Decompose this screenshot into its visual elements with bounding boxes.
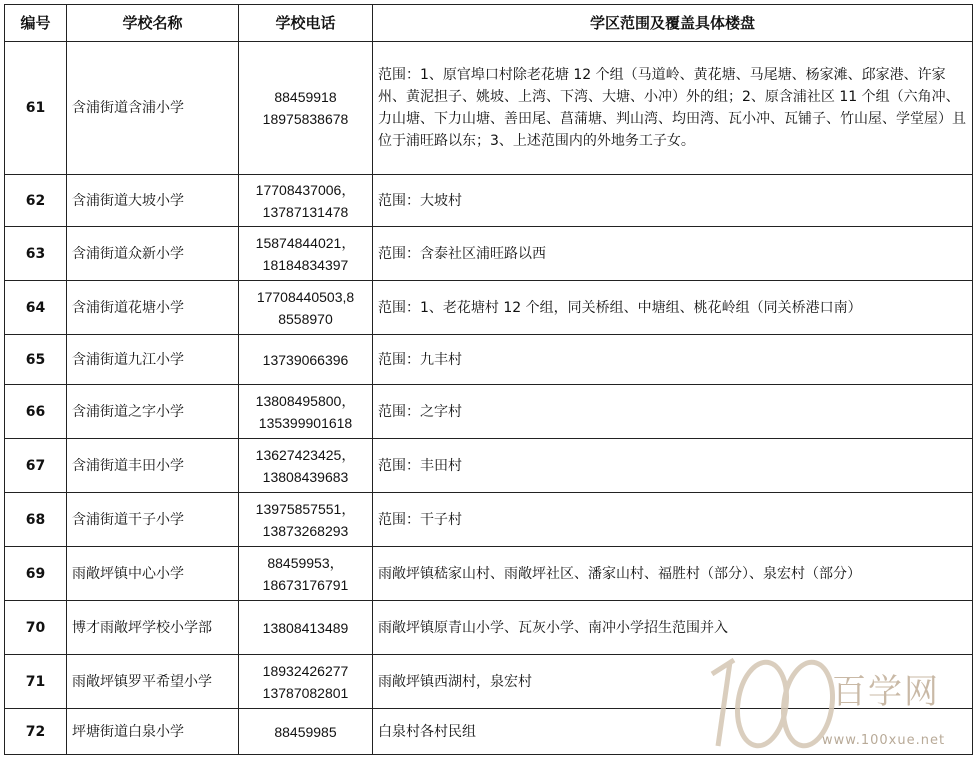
row-scope: 范围：干子村 — [373, 493, 973, 547]
header-school-name: 学校名称 — [67, 5, 239, 42]
header-district-scope: 学区范围及覆盖具体楼盘 — [373, 5, 973, 42]
table-row — [5, 439, 973, 493]
row-school-name: 含浦街道丰田小学 — [67, 439, 239, 493]
row-scope: 雨敞坪镇嵇家山村、雨敞坪社区、潘家山村、福胜村（部分）、泉宏村（部分） — [373, 547, 973, 601]
table-row — [5, 493, 973, 547]
watermark-url: www.100xue.net — [822, 733, 946, 748]
table-row — [5, 335, 973, 385]
row-scope: 范围：丰田村 — [373, 439, 973, 493]
table-row — [5, 385, 973, 439]
row-number: 64 — [5, 281, 67, 335]
row-phone: 18932426277 13787082801 — [239, 655, 373, 709]
table-row — [5, 547, 973, 601]
row-school-name: 含浦街道干子小学 — [67, 493, 239, 547]
row-number: 67 — [5, 439, 67, 493]
table-row — [5, 175, 973, 227]
table-row — [5, 601, 973, 655]
row-phone: 13808413489 — [239, 601, 373, 655]
row-scope: 雨敞坪镇原青山小学、瓦灰小学、南冲小学招生范围并入 — [373, 601, 973, 655]
row-school-name: 含浦街道大坡小学 — [67, 175, 239, 227]
row-number: 65 — [5, 335, 67, 385]
row-school-name: 坪塘街道白泉小学 — [67, 709, 239, 755]
row-phone: 13975857551， 13873268293 — [239, 493, 373, 547]
row-number: 71 — [5, 655, 67, 709]
row-number: 62 — [5, 175, 67, 227]
row-number: 63 — [5, 227, 67, 281]
row-school-name: 含浦街道之字小学 — [67, 385, 239, 439]
row-scope: 雨敞坪镇西湖村，泉宏村 — [373, 655, 973, 709]
header-number: 编号 — [5, 5, 67, 42]
row-number: 69 — [5, 547, 67, 601]
row-scope: 白泉村各村民组 — [373, 709, 973, 755]
row-phone: 13739066396 — [239, 335, 373, 385]
table-row — [5, 227, 973, 281]
row-scope: 范围：九丰村 — [373, 335, 973, 385]
table-header-row — [5, 5, 973, 42]
row-phone: 17708440503,8 8558970 — [239, 281, 373, 335]
row-scope: 范围：大坡村 — [373, 175, 973, 227]
row-phone: 17708437006， 13787131478 — [239, 175, 373, 227]
row-number: 72 — [5, 709, 67, 755]
school-district-table — [4, 4, 973, 755]
table-row — [5, 42, 973, 175]
row-scope: 范围：含泰社区浦旺路以西 — [373, 227, 973, 281]
row-scope: 范围：1、老花塘村 12 个组，同关桥组、中塘组、桃花岭组（同关桥港口南） — [373, 281, 973, 335]
header-school-phone: 学校电话 — [239, 5, 373, 42]
row-phone: 88459985 — [239, 709, 373, 755]
row-phone: 15874844021， 18184834397 — [239, 227, 373, 281]
row-school-name: 含浦街道花塘小学 — [67, 281, 239, 335]
row-number: 70 — [5, 601, 67, 655]
row-school-name: 含浦街道九江小学 — [67, 335, 239, 385]
row-phone: 88459918 18975838678 — [239, 42, 373, 175]
row-school-name: 雨敞坪镇中心小学 — [67, 547, 239, 601]
row-phone: 88459953， 18673176791 — [239, 547, 373, 601]
row-school-name: 含浦街道含浦小学 — [67, 42, 239, 175]
watermark-text: 百学网 — [832, 672, 940, 712]
row-number: 66 — [5, 385, 67, 439]
row-school-name: 含浦街道众新小学 — [67, 227, 239, 281]
row-scope: 范围：1、原官埠口村除老花塘 12 个组（马道岭、黄花塘、马尾塘、杨家滩、邱家港、许家州、黄泥担子、姚坡、上湾、下湾、大塘、小冲）外的组；2、原含浦社区 11 个组（六角冲、力山塘、下力山塘、善田尾、菖蒲塘、判山湾、均田湾、瓦小冲、瓦铺子、竹山屋、学堂屋）且位于浦旺路以东；3、上述范围内的外地务工子女。 — [373, 42, 973, 175]
row-scope: 范围：之字村 — [373, 385, 973, 439]
row-school-name: 雨敞坪镇罗平希望小学 — [67, 655, 239, 709]
row-phone: 13627423425， 13808439683 — [239, 439, 373, 493]
row-phone: 13808495800， 135399901618 — [239, 385, 373, 439]
row-school-name: 博才雨敞坪学校小学部 — [67, 601, 239, 655]
table-row — [5, 281, 973, 335]
row-number: 61 — [5, 42, 67, 175]
row-number: 68 — [5, 493, 67, 547]
